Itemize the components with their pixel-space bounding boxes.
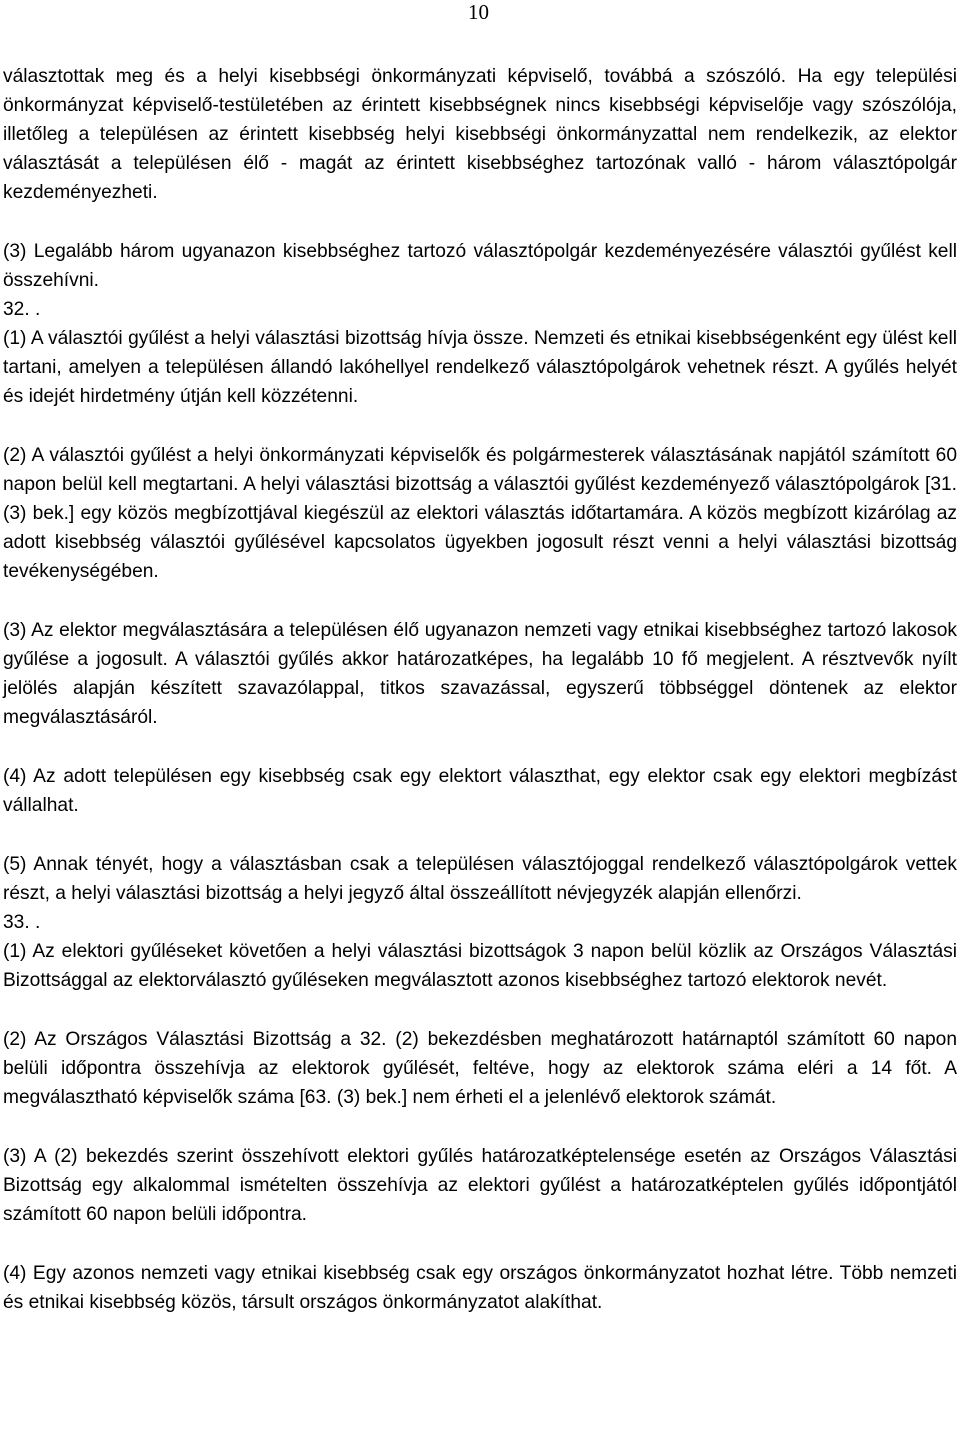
document-body: [3, 62, 957, 1317]
paragraph-32-1: (1) A választói gyűlést a helyi választási bizottság hívja össze. Nemzeti és etnikai kisebbségenként egy ülést kell tartani, amelyen a településen állandó lakóhellyel rendelkező választópolgárok vehetnek részt. A gyűlés helyét és idejét hirdetmény útján kell közzétenni.: [3, 328, 957, 407]
paragraph-33-1: (1) Az elektori gyűléseket követően a helyi választási bizottságok 3 napon belül közlik az Országos Választási Bizottsággal az elektorválasztó gyűléseken megválasztott azonos kisebbséghez tartozó elektorok nevét.: [3, 941, 957, 991]
paragraph-32-2: (2) A választói gyűlést a helyi önkormányzati képviselők és polgármesterek választásának napjától számított 60 napon belül kell megtartani. A helyi választási bizottság a választói gyűlést kezdeményező választópolgárok [31. (3) bek.] egy közös megbízottjával kiegészül az elektori választás időtartamára. A közös megbízott kizárólag az adott kisebbség választói gyűlésével kapcsolatos ügyekben jogosult részt venni a helyi választási bizottság tevékenységében.: [3, 445, 957, 582]
paragraph-31-3: (3) Legalább három ugyanazon kisebbséghez tartozó választópolgár kezdeményezésére választói gyűlést kell összehívni.: [3, 241, 957, 291]
paragraph-33-2: (2) Az Országos Választási Bizottság a 32. (2) bekezdésben meghatározott határnaptól számított 60 napon belüli időpontra összehívja az elektorok gyűlését, feltéve, hogy az elektorok száma eléri a 14 főt. A megválasztható képviselők száma [63. (3) bek.] nem érheti el a jelenlévő elektorok számát.: [3, 1029, 957, 1108]
section-heading-32: 32. .: [3, 299, 41, 320]
paragraph-33-3: (3) A (2) bekezdés szerint összehívott elektori gyűlés határozatképtelensége esetén az Országos Választási Bizottság egy alkalommal ismételten összehívja az elektori gyűlést a határozatképtelen gyűlés időpontjától számított 60 napon belüli időpontra.: [3, 1146, 957, 1225]
paragraph-32-4: (4) Az adott településen egy kisebbség csak egy elektort választhat, egy elektor csak egy elektori megbízást vállalhat.: [3, 766, 957, 816]
paragraph-continuation: választottak meg és a helyi kisebbségi önkormányzati képviselő, továbbá a szószóló. Ha egy települési önkormányzat képviselő-testületében az érintett kisebbségnek nincs kisebbségi képviselője vagy szószólója, illetőleg a településen az érintett kisebbség helyi kisebbségi önkormányzattal nem rendelkezik, az elektor választását a településen élő - magát az érintett kisebbséghez tartozónak valló - három választópolgár kezdeményezheti.: [3, 66, 957, 203]
paragraph-33-4: (4) Egy azonos nemzeti vagy etnikai kisebbség csak egy országos önkormányzatot hozhat létre. Több nemzeti és etnikai kisebbség közös, társult országos önkormányzatot alakíthat.: [3, 1263, 957, 1313]
section-heading-33: 33. .: [3, 912, 41, 933]
paragraph-32-3: (3) Az elektor megválasztására a településen élő ugyanazon nemzeti vagy etnikai kisebbséghez tartozó lakosok gyűlése a jogosult. A választói gyűlés akkor határozatképes, ha legalább 10 fő megjelent. A résztvevők nyílt jelölés alapján készített szavazólappal, titkos szavazással, egyszerű többséggel döntenek az elektor megválasztásáról.: [3, 620, 957, 728]
paragraph-32-5: (5) Annak tényét, hogy a választásban csak a településen választójoggal rendelkező választópolgárok vettek részt, a helyi választási bizottság a helyi jegyző által összeállított névjegyzék alapján ellenőrzi.: [3, 854, 957, 904]
page-number: 10: [468, 0, 489, 24]
